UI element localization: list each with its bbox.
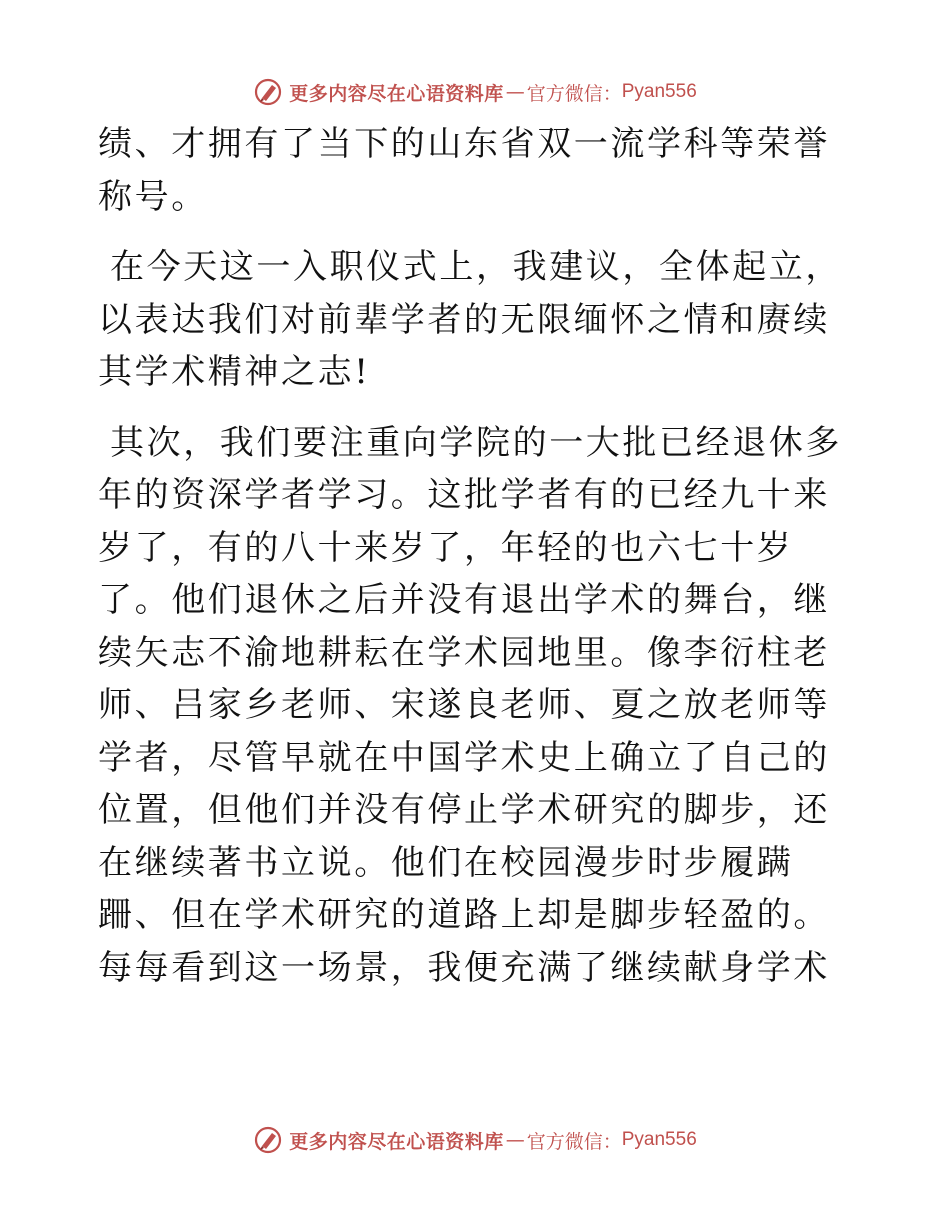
watermark-dash: —: [505, 1129, 525, 1151]
watermark-brand-text: 更多内容尽在心语资料库: [289, 82, 504, 105]
watermark-brand-text: 更多内容尽在心语资料库: [289, 1130, 504, 1153]
document-body: [98, 118, 850, 1012]
watermark-label: 官方微信：: [526, 1130, 622, 1153]
watermark-wechat-id: Pyan556: [621, 81, 697, 102]
paragraph-1: 绩、才拥有了当下的山东省双一流学科等荣誉称号。: [98, 124, 830, 217]
paragraph-2: 在今天这一入职仪式上，我建议，全体起立，以表达我们对前辈学者的无限缅怀之情和赓续其学术精神之志!: [98, 247, 842, 392]
paragraph-3: 其次，我们要注重向学院的一大批已经退休多年的资深学者学习。这批学者有的已经九十来岁了，有的八十来岁了，年轻的也六七十岁了。他们退休之后并没有退出学术的舞台，继续矢志不渝地耕耘在学术园地里。像李衍柱老师、吕家乡老师、宋遂良老师、夏之放老师等学者，尽管早就在中国学术史上确立了自己的位置，但他们并没有停止学术研究的脚步，还在继续著书立说。他们在校园漫步时步履蹒跚、但在学术研究的道路上却是脚步轻盈的。每每看到这一场景，我便充满了继续献身学术: [98, 422, 842, 988]
footer-watermark: [0, 1120, 950, 1160]
pen-nib-logo-icon: [253, 77, 283, 107]
watermark-dash: —: [505, 81, 525, 103]
pen-nib-logo-icon: [253, 1125, 283, 1155]
watermark-label: 官方微信：: [526, 82, 622, 105]
watermark-wechat-id: Pyan556: [621, 1129, 697, 1150]
header-watermark: [0, 72, 950, 112]
